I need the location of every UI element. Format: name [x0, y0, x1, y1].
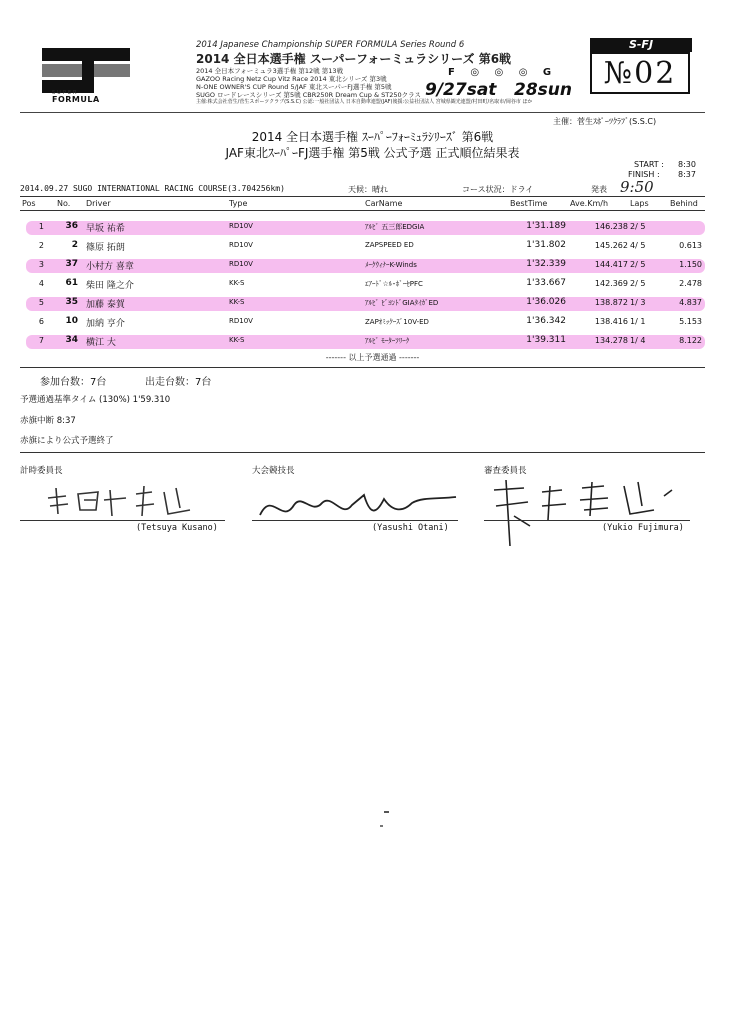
signature-title-race-director: 大会競技長 [252, 466, 295, 476]
sponsor-logos: F ◎ ◎ ◎ G [448, 67, 558, 78]
cell-laps: 1/ 4 [630, 336, 646, 345]
qualifier-cutoff-line: ------- 以上予選通過 ------- [325, 353, 420, 362]
cell-laps: 2/ 5 [630, 260, 646, 269]
col-header-car: CarName [365, 199, 403, 208]
cell-type: RD10V [229, 222, 253, 230]
scan-speck [384, 811, 389, 813]
signature-line [484, 520, 690, 521]
cell-no: 61 [65, 278, 78, 288]
divider [20, 210, 705, 211]
cell-pos: 5 [38, 298, 44, 307]
cell-speed: 138.872 [594, 298, 628, 307]
cell-type: RD10V [229, 241, 253, 249]
divider [20, 112, 705, 113]
support-race-line: SUGO ロードレースシリーズ 第5戦 CBR250R Dream Cup & ST250クラス [196, 91, 421, 99]
cell-type: KK-S [229, 298, 245, 306]
signature-line [20, 520, 225, 521]
track-condition: コース状況：ドライ [462, 185, 534, 194]
signature-name-fujimura: (Yukio Fujimura) [602, 523, 684, 533]
cell-laps: 1/ 3 [630, 298, 646, 307]
cell-best: 1'36.026 [526, 297, 566, 307]
col-header-pos: Pos [22, 199, 36, 208]
handwritten-signature-otani [252, 485, 462, 525]
cell-best: 1'33.667 [526, 278, 566, 288]
cell-best: 1'31.189 [526, 221, 566, 231]
divider [20, 452, 705, 453]
col-header-laps: Laps [630, 199, 649, 208]
weather: 天候：晴れ [348, 185, 388, 194]
red-flag-note: 赤旗中断 8:37 [20, 416, 76, 426]
logo-formula-text: FORMULA [52, 95, 100, 104]
cell-best: 1'39.311 [526, 335, 566, 345]
class-tag: S-FJ [590, 38, 692, 52]
cell-pos: 4 [38, 279, 44, 288]
handwritten-signature-kusano [40, 480, 210, 522]
document-subtitle: JAF東北ｽｰﾊﾟｰFJ選手権 第5戦 公式予選 正式順位結果表 [225, 146, 520, 160]
cell-behind: 8.122 [679, 336, 702, 345]
cell-type: KK-S [229, 336, 245, 344]
cell-no: 36 [65, 221, 78, 231]
cell-type: RD10V [229, 317, 253, 325]
table-row [20, 275, 705, 294]
cell-car: ZAPSPEED ED [365, 241, 414, 249]
sheet-number: №02 [590, 52, 690, 94]
cell-type: RD10V [229, 260, 253, 268]
cell-pos: 3 [38, 260, 44, 269]
cell-behind: 5.153 [679, 317, 702, 326]
cell-speed: 138.416 [594, 317, 628, 326]
col-header-driver: Driver [86, 199, 111, 208]
start-time: 8:30 [678, 160, 696, 169]
signature-title-stewards: 審査委員長 [484, 466, 527, 476]
qualify-standard-time: 予選通過基準タイム (130%) 1'59.310 [20, 395, 171, 405]
divider [20, 196, 705, 197]
cell-driver: 横江 大 [86, 338, 116, 348]
col-header-behind: Behind [670, 199, 698, 208]
cell-driver: 小村方 喜章 [86, 262, 134, 272]
signature-title-timekeeper: 計時委員長 [20, 466, 63, 476]
event-date-sat: 9/27sat [425, 80, 497, 100]
col-header-no: No. [57, 199, 71, 208]
cell-car: ZAPｵﾐｯｸｰｽﾞ10V-ED [365, 318, 429, 326]
signature-name-otani: (Yasushi Otani) [372, 523, 449, 533]
starter-count: 出走台数：7台 [145, 377, 212, 388]
cell-best: 1'31.802 [526, 240, 566, 250]
session-end-note: 赤旗により公式予選終了 [20, 436, 114, 446]
cell-pos: 6 [38, 317, 44, 326]
cell-laps: 2/ 5 [630, 222, 646, 231]
cell-no: 34 [65, 335, 78, 345]
table-row [20, 313, 705, 332]
event-date-sun: 28sun [514, 80, 572, 100]
cell-pos: 2 [38, 241, 44, 250]
cell-pos: 1 [38, 222, 44, 231]
cell-behind: 4.837 [679, 298, 702, 307]
col-header-speed: Ave.Km/h [570, 199, 609, 208]
logo-bar [82, 48, 94, 93]
start-label: START : [634, 160, 664, 169]
cell-no: 35 [65, 297, 78, 307]
support-race-line: 2014 全日本フォーミュラ3選手権 第12戦 第13戦 [196, 67, 343, 75]
cell-car: ｱﾙﾋﾞ ﾋﾞﾖﾝﾄﾞGIAﾀｲｶﾞED [365, 299, 439, 307]
issued-time-handwritten: 9:50 [620, 178, 654, 196]
cell-type: KK-S [229, 279, 245, 287]
handwritten-signature-fujimura [484, 476, 684, 556]
cell-speed: 134.278 [594, 336, 628, 345]
cell-no: 37 [65, 259, 78, 269]
cell-speed: 144.417 [594, 260, 628, 269]
cell-laps: 4/ 5 [630, 241, 646, 250]
logo-super-text: SUPER [52, 90, 79, 96]
cell-car: ﾒｰｸｳｨﾅｰK-Winds [365, 261, 417, 269]
cell-driver: 加納 亨介 [86, 319, 125, 329]
cell-speed: 145.262 [594, 241, 628, 250]
finish-time: 8:37 [678, 170, 696, 179]
cell-car: ｴｱｰﾄﾞ☆ﾙ･ﾎﾞｰｾPFC [365, 280, 423, 288]
organizer-fine-print: 主催:株式会社菅生/菅生スポーツクラブ(S.S.C) 公認:一般社団法人 日本自動車連盟(JAF)後援:公益社団法人 宮城県観光連盟/村田町/名取市/岡谷市 ほか [196, 99, 533, 105]
cell-behind: 2.478 [679, 279, 702, 288]
cell-behind: 0.613 [679, 241, 702, 250]
support-race-line: N-ONE OWNER'S CUP Round 5/JAF 東北スーパーFJ選手権 第5戦 [196, 83, 392, 91]
signature-line [252, 520, 458, 521]
table-row [20, 218, 705, 237]
cell-speed: 142.369 [594, 279, 628, 288]
table-row [20, 237, 705, 256]
cell-pos: 7 [38, 336, 44, 345]
cell-speed: 146.238 [594, 222, 628, 231]
organizer-label: 主催：菅生ｽﾎﾟｰﾂｸﾗﾌﾞ(S.S.C) [553, 117, 657, 126]
course-info: 2014.09.27 SUGO INTERNATIONAL RACING COURSE(3.704256km) [20, 184, 285, 193]
cell-driver: 加藤 泰賀 [86, 300, 125, 310]
event-title-jp: 2014 全日本選手権 スーパーフォーミュラシリーズ 第6戦 [196, 52, 512, 66]
cell-behind: 1.150 [679, 260, 702, 269]
table-row [20, 332, 705, 351]
cell-laps: 2/ 5 [630, 279, 646, 288]
col-header-best: BestTime [510, 199, 548, 208]
cell-best: 1'32.339 [526, 259, 566, 269]
issued-label: 発表 [591, 185, 607, 194]
finish-label: FINISH : [628, 170, 660, 179]
super-formula-logo [30, 42, 160, 104]
divider [20, 367, 705, 368]
document-title: 2014 全日本選手権 ｽｰﾊﾟｰﾌｫｰﾐｭﾗｼﾘｰｽﾞ 第6戦 [251, 130, 494, 144]
cell-laps: 1/ 1 [630, 317, 646, 326]
cell-car: ｱﾙﾋﾞ ﾓｰﾀｰﾌﾘｰｸ [365, 337, 410, 345]
cell-no: 10 [65, 316, 78, 326]
cell-driver: 早坂 祐希 [86, 224, 125, 234]
col-header-type: Type [229, 199, 248, 208]
entry-count: 参加台数：7台 [40, 377, 107, 388]
signature-name-kusano: (Tetsuya Kusano) [136, 523, 218, 533]
table-row [20, 256, 705, 275]
cell-best: 1'36.342 [526, 316, 566, 326]
cell-car: ｱﾙﾋﾞ 五三郎EDGIA [365, 223, 425, 231]
table-row [20, 294, 705, 313]
cell-driver: 柴田 隆之介 [86, 281, 134, 291]
cell-driver: 篠原 拓朗 [86, 243, 125, 253]
cell-no: 2 [71, 240, 78, 250]
scan-speck [380, 825, 383, 827]
support-race-line: GAZOO Racing Netz Cup Vitz Race 2014 東北シリーズ 第3戦 [196, 75, 387, 83]
event-title-en: 2014 Japanese Championship SUPER FORMULA Series Round 6 [196, 40, 465, 50]
